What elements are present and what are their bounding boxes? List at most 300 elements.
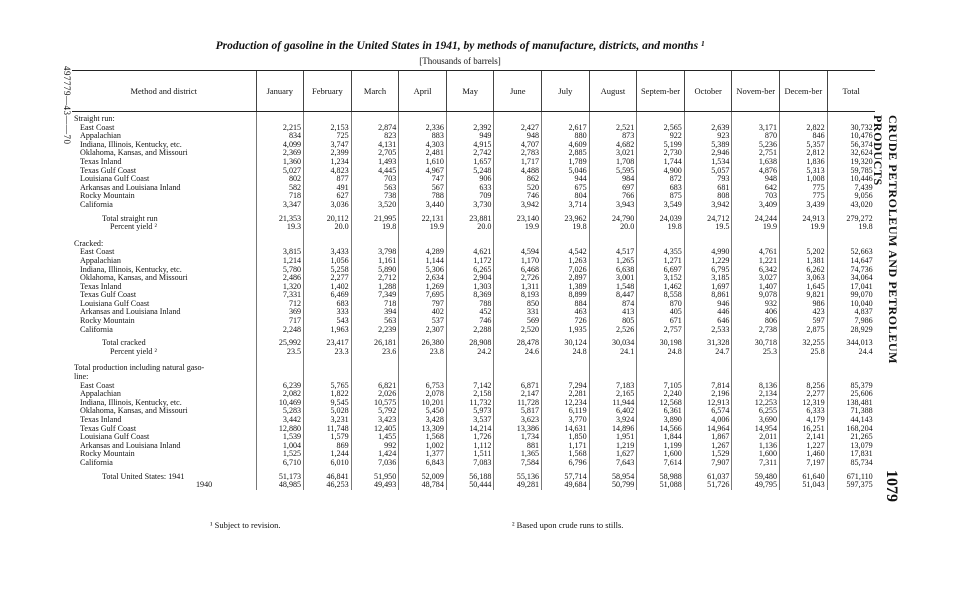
month-cell: 9,078 [732, 291, 780, 300]
month-cell: 1,697 [684, 283, 732, 292]
column-header: Septem-ber [637, 71, 685, 112]
total-cell: 43,020 [827, 201, 875, 210]
month-cell: 746 [446, 317, 494, 326]
month-cell: 3,747 [304, 141, 352, 150]
month-cell: 13,309 [399, 425, 447, 434]
month-cell: 6,265 [446, 266, 494, 275]
month-cell: 2,520 [494, 326, 542, 335]
month-cell: 1,265 [589, 257, 637, 266]
month-cell: 3,924 [589, 416, 637, 425]
month-cell: 30,124 [542, 339, 590, 348]
row-label: Total United States: 1941 [102, 472, 185, 481]
total-cell: 59,785 [827, 167, 875, 176]
month-cell: 4,682 [589, 141, 637, 150]
row-label: Percent yield ² [110, 347, 157, 356]
month-cell: 7,695 [399, 291, 447, 300]
month-cell [256, 361, 304, 373]
total-cell: 19.8 [827, 223, 875, 232]
month-cell: 2,946 [684, 149, 732, 158]
month-cell: 12,234 [542, 399, 590, 408]
column-header: March [351, 71, 399, 112]
row-label: Total production including natural gaso- [74, 363, 205, 373]
month-cell: 49,281 [494, 481, 542, 490]
month-cell: 6,574 [684, 407, 732, 416]
month-cell: 3,890 [637, 416, 685, 425]
row-label: Arkansas and Louisiana Inland [80, 183, 181, 192]
column-header: July [542, 71, 590, 112]
month-cell: 1,002 [399, 442, 447, 451]
table-row [72, 175, 875, 184]
month-cell: 1,136 [732, 442, 780, 451]
month-cell: 3,730 [446, 201, 494, 210]
month-cell: 32,255 [780, 339, 828, 348]
month-cell: 2,026 [351, 390, 399, 399]
column-header: Decem-ber [780, 71, 828, 112]
month-cell: 14,566 [637, 425, 685, 434]
month-cell: 4,967 [399, 167, 447, 176]
month-cell [732, 361, 780, 373]
month-cell: 6,638 [589, 266, 637, 275]
column-header: October [684, 71, 732, 112]
month-cell: 6,402 [589, 407, 637, 416]
row-label: 1940 [196, 481, 213, 490]
month-cell: 563 [351, 317, 399, 326]
month-cell: 6,469 [304, 291, 352, 300]
footnote-2: ² Based upon crude runs to stills. [512, 520, 624, 530]
month-cell: 5,306 [399, 266, 447, 275]
month-cell: 738 [351, 192, 399, 201]
month-cell: 4,131 [351, 141, 399, 150]
month-cell: 46,841 [304, 473, 352, 482]
month-cell: 846 [780, 132, 828, 141]
table-row [72, 348, 875, 357]
row-label: California [80, 325, 113, 334]
month-cell: 1,170 [494, 257, 542, 266]
row-label: Oklahoma, Kansas, and Missouri [80, 274, 188, 283]
month-cell: 4,915 [446, 141, 494, 150]
month-cell: 949 [446, 132, 494, 141]
month-cell: 413 [589, 308, 637, 317]
table-header-row [72, 71, 875, 112]
row-label: Total straight run [102, 214, 158, 223]
month-cell: 14,954 [732, 425, 780, 434]
month-cell: 7,907 [684, 459, 732, 468]
row-label: Arkansas and Louisiana Inland [80, 441, 181, 450]
month-cell: 6,010 [304, 459, 352, 468]
month-cell: 906 [446, 175, 494, 184]
month-cell: 333 [304, 308, 352, 317]
month-cell: 7,197 [780, 459, 828, 468]
table-row [72, 223, 875, 232]
row-label: California [80, 200, 113, 209]
column-header: January [256, 71, 304, 112]
month-cell: 944 [542, 175, 590, 184]
row-label: Cracked: [74, 238, 104, 248]
month-cell: 1,244 [304, 450, 352, 459]
month-cell: 992 [351, 442, 399, 451]
month-cell: 1,229 [684, 257, 732, 266]
month-cell: 8,899 [542, 291, 590, 300]
month-cell: 51,173 [256, 473, 304, 482]
month-cell: 718 [351, 300, 399, 309]
month-cell: 1,360 [256, 158, 304, 167]
month-cell: 1,221 [732, 257, 780, 266]
month-cell: 775 [780, 184, 828, 193]
month-cell: 1,303 [446, 283, 494, 292]
month-cell: 1,493 [351, 158, 399, 167]
month-cell: 24.6 [494, 348, 542, 357]
month-cell [780, 112, 828, 124]
month-cell: 51,726 [684, 481, 732, 490]
row-label: Oklahoma, Kansas, and Missouri [80, 407, 188, 416]
month-cell: 8,369 [446, 291, 494, 300]
month-cell: 5,057 [684, 167, 732, 176]
month-cell: 23,962 [542, 215, 590, 224]
month-cell: 26,380 [399, 339, 447, 348]
row-label: Texas Gulf Coast [80, 291, 137, 300]
month-cell: 19.8 [637, 223, 685, 232]
month-cell: 520 [494, 184, 542, 193]
month-cell: 22,131 [399, 215, 447, 224]
month-cell: 1,269 [399, 283, 447, 292]
month-cell: 671 [637, 317, 685, 326]
month-cell: 25.8 [780, 348, 828, 357]
total-cell: 17,831 [827, 450, 875, 459]
month-cell: 3,152 [637, 274, 685, 283]
month-cell: 58,988 [637, 473, 685, 482]
row-label: Rocky Mountain [80, 317, 135, 326]
month-cell: 4,542 [542, 248, 590, 257]
month-cell: 1,951 [589, 433, 637, 442]
total-cell [827, 361, 875, 373]
month-cell: 1,568 [542, 450, 590, 459]
month-cell: 4,445 [351, 167, 399, 176]
month-cell: 3,943 [589, 201, 637, 210]
month-cell: 2,521 [589, 124, 637, 133]
month-cell: 9,545 [304, 399, 352, 408]
month-cell: 1,407 [732, 283, 780, 292]
total-cell: 85,379 [827, 382, 875, 391]
month-cell: 1,271 [637, 257, 685, 266]
column-header: June [494, 71, 542, 112]
month-cell: 1,161 [351, 257, 399, 266]
month-cell [589, 112, 637, 124]
month-cell: 1,263 [542, 257, 590, 266]
month-cell: 6,262 [780, 266, 828, 275]
month-cell: 2,812 [780, 149, 828, 158]
running-header: CRUDE PETROLEUM AND PETROLEUM PRODUCTS [871, 115, 900, 365]
month-cell: 2,875 [780, 326, 828, 335]
month-cell: 986 [780, 300, 828, 309]
month-cell: 7,294 [542, 382, 590, 391]
month-cell: 2,712 [351, 274, 399, 283]
page-code: 497779—43——70 [62, 66, 72, 145]
month-cell: 46,253 [304, 481, 352, 490]
month-cell: 1,460 [780, 450, 828, 459]
month-cell: 8,193 [494, 291, 542, 300]
column-header: Total [827, 71, 875, 112]
month-cell: 13,386 [494, 425, 542, 434]
row-label: Indiana, Illinois, Kentucky, etc. [80, 398, 182, 407]
month-cell: 7,183 [589, 382, 637, 391]
month-cell: 2,281 [542, 390, 590, 399]
month-cell [446, 361, 494, 373]
month-cell: 5,817 [494, 407, 542, 416]
month-cell: 537 [399, 317, 447, 326]
month-cell: 2,277 [780, 390, 828, 399]
month-cell: 881 [494, 442, 542, 451]
month-cell: 50,444 [446, 481, 494, 490]
month-cell: 405 [637, 308, 685, 317]
total-cell: 71,388 [827, 407, 875, 416]
month-cell: 56,188 [446, 473, 494, 482]
month-cell: 850 [494, 300, 542, 309]
month-cell: 7,083 [446, 459, 494, 468]
month-cell: 1,219 [589, 442, 637, 451]
month-cell: 24,790 [589, 215, 637, 224]
month-cell: 1,008 [780, 175, 828, 184]
month-cell: 24,244 [732, 215, 780, 224]
month-cell: 1,534 [684, 158, 732, 167]
month-cell: 6,255 [732, 407, 780, 416]
month-cell: 797 [399, 300, 447, 309]
month-cell: 883 [399, 132, 447, 141]
month-cell: 2,481 [399, 149, 447, 158]
month-cell [399, 361, 447, 373]
total-cell: 168,204 [827, 425, 875, 434]
month-cell: 28,478 [494, 339, 542, 348]
row-label: Oklahoma, Kansas, and Missouri [80, 149, 188, 158]
total-cell: 24.4 [827, 348, 875, 357]
month-cell: 582 [256, 184, 304, 193]
total-cell: 9,056 [827, 192, 875, 201]
month-cell: 7,614 [637, 459, 685, 468]
month-cell: 703 [732, 192, 780, 201]
month-cell: 1,744 [637, 158, 685, 167]
month-cell: 24.8 [542, 348, 590, 357]
month-cell: 24,712 [684, 215, 732, 224]
month-cell: 406 [732, 308, 780, 317]
month-cell: 2,288 [446, 326, 494, 335]
row-label: East Coast [80, 248, 115, 257]
total-cell: 597,375 [827, 481, 875, 490]
month-cell: 3,439 [780, 201, 828, 210]
month-cell: 3,423 [351, 416, 399, 425]
month-cell: 1,600 [732, 450, 780, 459]
month-cell: 11,728 [494, 399, 542, 408]
month-cell: 2,783 [494, 149, 542, 158]
month-cell: 5,283 [256, 407, 304, 416]
month-cell: 61,037 [684, 473, 732, 482]
month-cell: 1,365 [494, 450, 542, 459]
month-cell: 6,239 [256, 382, 304, 391]
row-label: Appalachian [80, 256, 121, 265]
month-cell: 872 [637, 175, 685, 184]
month-cell: 4,621 [446, 248, 494, 257]
month-cell: 5,357 [780, 141, 828, 150]
month-cell: 463 [542, 308, 590, 317]
month-cell: 1,056 [304, 257, 352, 266]
month-cell: 2,726 [494, 274, 542, 283]
month-cell: 12,405 [351, 425, 399, 434]
month-cell: 1,227 [780, 442, 828, 451]
month-cell: 726 [542, 317, 590, 326]
month-cell: 1,389 [542, 283, 590, 292]
month-cell: 6,843 [399, 459, 447, 468]
month-cell [494, 112, 542, 124]
month-cell: 1,234 [304, 158, 352, 167]
month-cell: 6,795 [684, 266, 732, 275]
month-cell [399, 112, 447, 124]
month-cell: 683 [637, 184, 685, 193]
row-label: California [80, 458, 113, 467]
month-cell: 7,643 [589, 459, 637, 468]
month-cell: 16,251 [780, 425, 828, 434]
table-row [72, 124, 875, 133]
month-cell: 709 [446, 192, 494, 201]
month-cell: 1,836 [780, 158, 828, 167]
month-cell: 804 [542, 192, 590, 201]
month-cell: 10,575 [351, 399, 399, 408]
month-cell: 2,392 [446, 124, 494, 133]
month-cell: 2,885 [542, 149, 590, 158]
month-cell: 57,714 [542, 473, 590, 482]
month-cell: 2,277 [304, 274, 352, 283]
total-cell: 7,439 [827, 184, 875, 193]
month-cell: 3,815 [256, 248, 304, 257]
month-cell: 923 [684, 132, 732, 141]
month-cell: 4,517 [589, 248, 637, 257]
month-cell: 30,198 [637, 339, 685, 348]
month-cell: 2,751 [732, 149, 780, 158]
month-cell: 1,171 [542, 442, 590, 451]
month-cell: 59,480 [732, 473, 780, 482]
total-cell: 7,986 [827, 317, 875, 326]
month-cell: 563 [351, 184, 399, 193]
month-cell: 2,705 [351, 149, 399, 158]
month-cell: 1,963 [304, 326, 352, 335]
month-cell: 394 [351, 308, 399, 317]
month-cell: 1,726 [446, 433, 494, 442]
month-cell: 6,871 [494, 382, 542, 391]
month-cell: 30,034 [589, 339, 637, 348]
month-cell [637, 361, 685, 373]
total-cell: 85,734 [827, 459, 875, 468]
month-cell: 1,172 [446, 257, 494, 266]
month-cell [256, 112, 304, 124]
month-cell: 4,876 [732, 167, 780, 176]
month-cell: 567 [399, 184, 447, 193]
month-cell: 5,248 [446, 167, 494, 176]
month-cell: 2,904 [446, 274, 494, 283]
month-cell: 683 [304, 300, 352, 309]
month-cell: 2,427 [494, 124, 542, 133]
table-row [72, 300, 875, 309]
month-cell: 788 [399, 192, 447, 201]
month-cell [351, 112, 399, 124]
month-cell [684, 112, 732, 124]
month-cell: 1,144 [399, 257, 447, 266]
month-cell: 24,913 [780, 215, 828, 224]
month-cell [589, 361, 637, 373]
month-cell: 2,757 [637, 326, 685, 335]
month-cell: 6,468 [494, 266, 542, 275]
month-cell: 1,377 [399, 450, 447, 459]
month-cell: 5,792 [351, 407, 399, 416]
month-cell: 5,027 [256, 167, 304, 176]
total-cell: 28,929 [827, 326, 875, 335]
month-cell: 6,333 [780, 407, 828, 416]
month-cell: 3,231 [304, 416, 352, 425]
month-cell: 932 [732, 300, 780, 309]
month-cell: 877 [304, 175, 352, 184]
month-cell: 1,539 [256, 433, 304, 442]
month-cell: 19.8 [351, 223, 399, 232]
month-cell: 12,913 [684, 399, 732, 408]
month-cell: 2,822 [780, 124, 828, 133]
month-cell: 697 [589, 184, 637, 193]
month-cell: 12,880 [256, 425, 304, 434]
month-cell [684, 361, 732, 373]
month-cell: 3,770 [542, 416, 590, 425]
month-cell: 1,402 [304, 283, 352, 292]
month-cell: 793 [684, 175, 732, 184]
month-cell: 808 [684, 192, 732, 201]
month-cell: 823 [351, 132, 399, 141]
month-cell: 19.9 [494, 223, 542, 232]
month-cell: 4,303 [399, 141, 447, 150]
month-cell: 805 [589, 317, 637, 326]
month-cell: 7,814 [684, 382, 732, 391]
month-cell: 3,185 [684, 274, 732, 283]
month-cell: 7,105 [637, 382, 685, 391]
month-cell: 4,355 [637, 248, 685, 257]
month-cell: 746 [494, 192, 542, 201]
month-cell: 880 [542, 132, 590, 141]
month-cell: 5,046 [542, 167, 590, 176]
month-cell: 51,950 [351, 473, 399, 482]
month-cell: 423 [780, 308, 828, 317]
row-label: Appalachian [80, 132, 121, 141]
month-cell: 58,954 [589, 473, 637, 482]
row-label: Louisiana Gulf Coast [80, 175, 150, 184]
month-cell: 4,179 [780, 416, 828, 425]
month-cell: 3,623 [494, 416, 542, 425]
month-cell: 4,707 [494, 141, 542, 150]
column-header-label: Method and district [72, 71, 256, 112]
month-cell: 6,710 [256, 459, 304, 468]
month-cell: 2,082 [256, 390, 304, 399]
month-cell: 12,253 [732, 399, 780, 408]
total-cell: 74,736 [827, 266, 875, 275]
month-cell: 2,639 [684, 124, 732, 133]
month-cell: 834 [256, 132, 304, 141]
row-label: Louisiana Gulf Coast [80, 433, 150, 442]
month-cell: 23,140 [494, 215, 542, 224]
total-cell: 44,143 [827, 416, 875, 425]
total-cell: 21,265 [827, 433, 875, 442]
month-cell: 3,063 [780, 274, 828, 283]
total-cell: 99,070 [827, 291, 875, 300]
month-cell: 19.5 [684, 223, 732, 232]
row-label: Texas Inland [80, 416, 122, 424]
month-cell: 20,112 [304, 215, 352, 224]
table-row [72, 291, 875, 300]
month-cell: 2,399 [304, 149, 352, 158]
month-cell: 3,171 [732, 124, 780, 133]
month-cell: 26,181 [351, 339, 399, 348]
month-cell: 3,036 [304, 201, 352, 210]
